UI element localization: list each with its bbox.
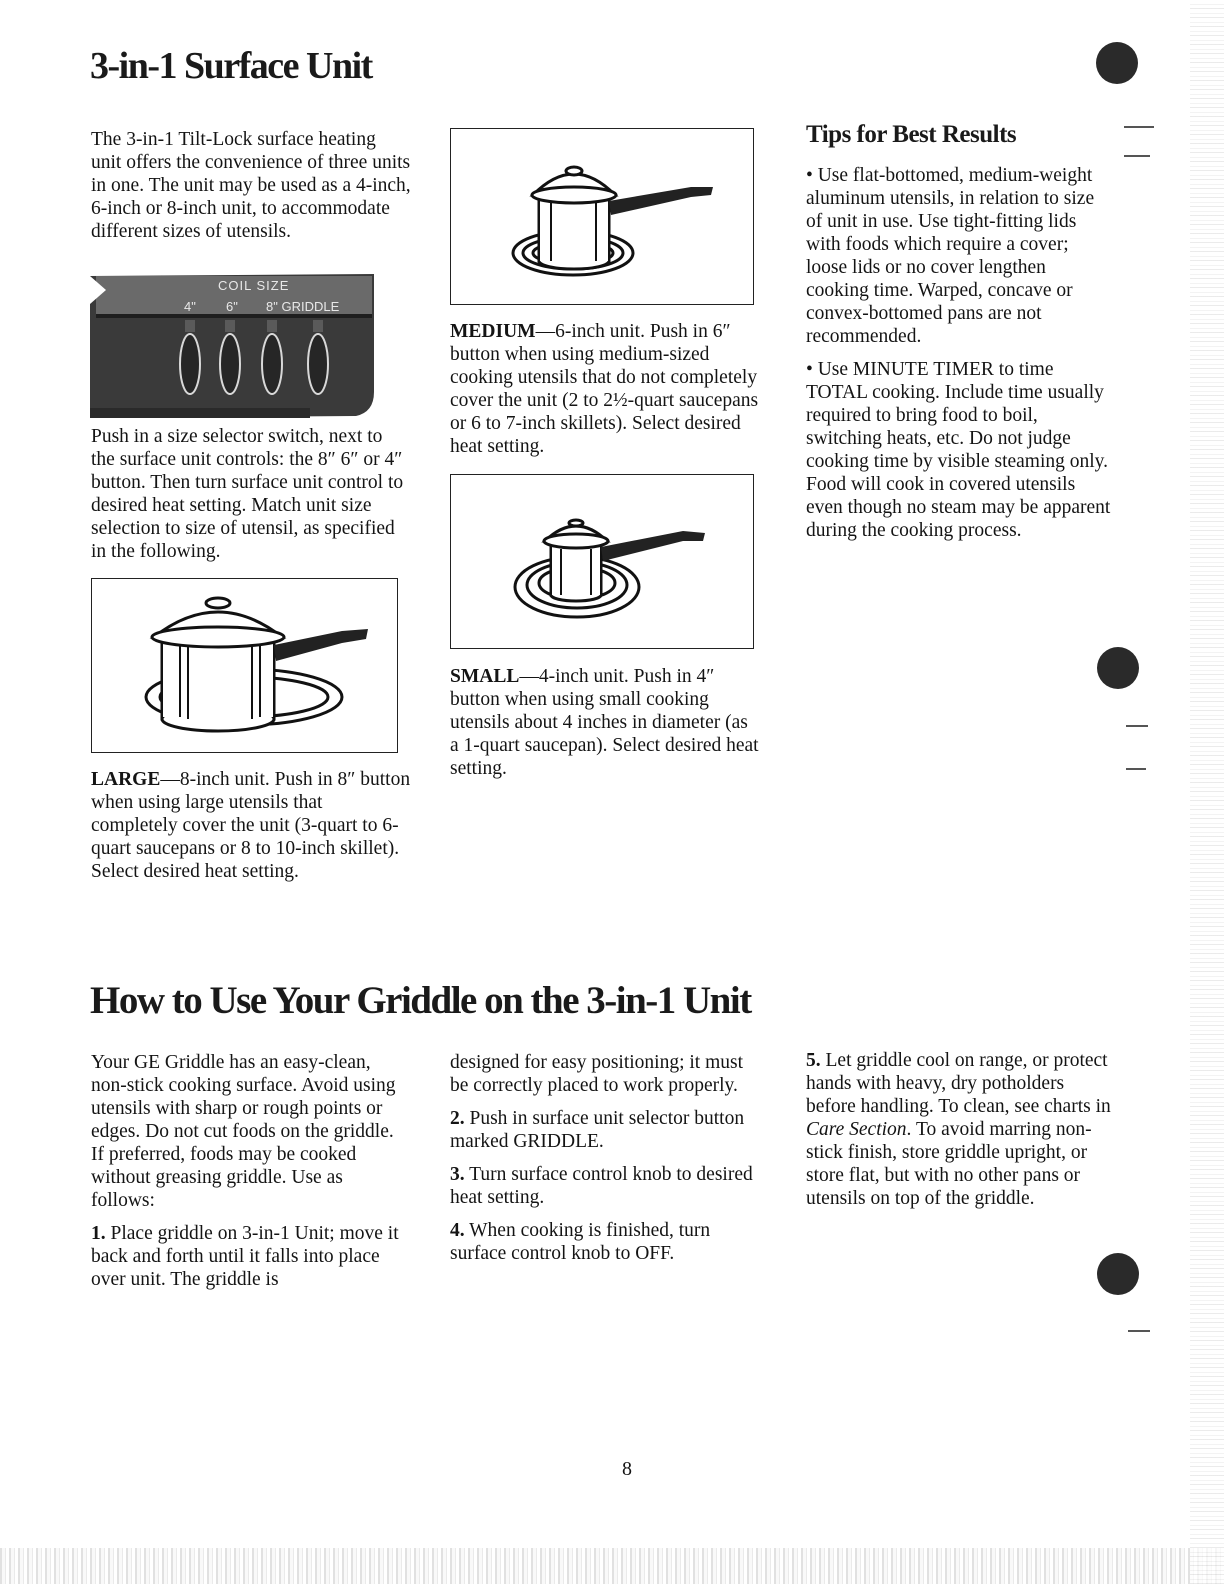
step-2-number: 2. xyxy=(450,1108,465,1129)
medium-label: MEDIUM xyxy=(450,321,536,342)
griddle-col-1 xyxy=(91,1051,411,1301)
griddle-step-1-continued: designed for easy positioning; it must be correctly placed to work properly. xyxy=(450,1052,744,1096)
scan-noise-right xyxy=(1190,0,1224,1584)
griddle-col-3 xyxy=(806,1049,1116,1220)
tips-list xyxy=(806,164,1112,552)
size-label-4: 4" xyxy=(184,299,196,314)
medium-description xyxy=(450,320,760,458)
binder-hole xyxy=(1096,42,1138,84)
binder-hole xyxy=(1097,1253,1139,1295)
step-5-text-rest: . To avoid marring non-stick finish, store griddle upright, or store flat, but with no other pans or utensils on top of the griddle. xyxy=(806,1119,1092,1209)
step-3-number: 3. xyxy=(450,1164,465,1185)
margin-mark xyxy=(1124,155,1150,157)
care-section-reference: Care Section xyxy=(806,1119,907,1140)
step-2-text: Push in surface unit selector button marked GRIDDLE. xyxy=(450,1108,745,1152)
griddle-step-5 xyxy=(806,1049,1116,1210)
tip-utensils: • Use flat-bottomed, medium-weight aluminum utensils, in relation to size of unit in use. Use tight-fitting lids with foods which require a cover; loose lids or no cover lengthen cooking time. Warped, concave or convex-bottomed pans are not recommended. xyxy=(806,165,1095,347)
griddle-step-3 xyxy=(450,1163,760,1209)
large-pan-illustration xyxy=(91,578,398,753)
page-number: 8 xyxy=(622,1458,632,1480)
griddle-intro: Your GE Griddle has an easy-clean, non-stick cooking surface. Avoid using utensils with sharp or rough points or edges. Do not cut foods on the griddle. If preferred, foods may be cooked without greasing griddle. Use as follows: xyxy=(91,1052,396,1211)
large-description xyxy=(91,768,411,883)
griddle-step-4 xyxy=(450,1219,760,1265)
griddle-step-2 xyxy=(450,1107,760,1153)
step-1-number: 1. xyxy=(91,1223,106,1244)
margin-mark xyxy=(1128,1330,1150,1332)
griddle-step-1 xyxy=(91,1222,411,1291)
section-title-surface-unit: 3-in-1 Surface Unit xyxy=(90,45,372,87)
small-description xyxy=(450,665,760,780)
large-text: —8-inch unit. Push in 8″ button when using large utensils that completely cover the unit (3-quart to 6-quart saucepans or 8 to 10-inch skillet). Select desired heat setting. xyxy=(91,769,411,882)
coil-size-control-panel xyxy=(90,272,376,420)
medium-text: —6-inch unit. Push in 6″ button when using medium-sized cooking utensils that do not completely cover the unit (2 to 2½-quart saucepans or 6 to 7-inch skillets). Select desired heat setting. xyxy=(450,321,759,457)
push-instructions: Push in a size selector switch, next to the surface unit controls: the 8″ 6″ or 4″ button. Then turn surface unit control to desired heat setting. Match unit size selection to size of utensil, as specified in the following. xyxy=(91,426,404,562)
tips-heading: Tips for Best Results xyxy=(806,121,1017,148)
step-3-text: Turn surface control knob to desired heat setting. xyxy=(450,1164,753,1208)
medium-pan-illustration xyxy=(450,128,754,305)
step-5-number: 5. xyxy=(806,1050,821,1071)
small-pan-illustration xyxy=(450,474,754,649)
margin-mark xyxy=(1126,725,1148,727)
tip-minute-timer: • Use MINUTE TIMER to time TOTAL cooking. Include time usually required to bring food to boil, switching heats, etc. Do not judge cooking time by visible steaming only. Food will cook in covered utensils even though no steam may be apparent during the cooking process. xyxy=(806,359,1111,541)
step-1-text: Place griddle on 3-in-1 Unit; move it back and forth until it falls into place over unit. The griddle is xyxy=(91,1223,399,1290)
intro-paragraph: The 3-in-1 Tilt-Lock surface heating unit offers the convenience of three units in one. The unit may be used as a 4-inch, 6-inch or 8-inch unit, to accommodate different sizes of utensils. xyxy=(91,129,411,242)
small-label: SMALL xyxy=(450,666,520,687)
size-label-8-griddle: 8" GRIDDLE xyxy=(266,299,340,314)
small-text: —4-inch unit. Push in 4″ button when using small cooking utensils about 4 inches in diameter (as a 1-quart saucepan). Select desired heat setting. xyxy=(450,666,759,779)
griddle-col-2 xyxy=(450,1051,760,1275)
step-5-text: Let griddle cool on range, or protect hands with heavy, dry potholders before handling. To clean, see charts in xyxy=(806,1050,1111,1117)
binder-hole xyxy=(1097,647,1139,689)
margin-mark xyxy=(1126,768,1146,770)
scan-noise-bottom xyxy=(0,1548,1224,1584)
section-title-griddle: How to Use Your Griddle on the 3-in-1 Unit xyxy=(90,979,751,1022)
size-label-6: 6" xyxy=(226,299,238,314)
coil-size-label: COIL SIZE xyxy=(218,278,290,293)
step-4-number: 4. xyxy=(450,1220,465,1241)
step-4-text: When cooking is finished, turn surface control knob to OFF. xyxy=(450,1220,711,1264)
margin-mark xyxy=(1124,126,1154,128)
large-label: LARGE xyxy=(91,769,161,790)
